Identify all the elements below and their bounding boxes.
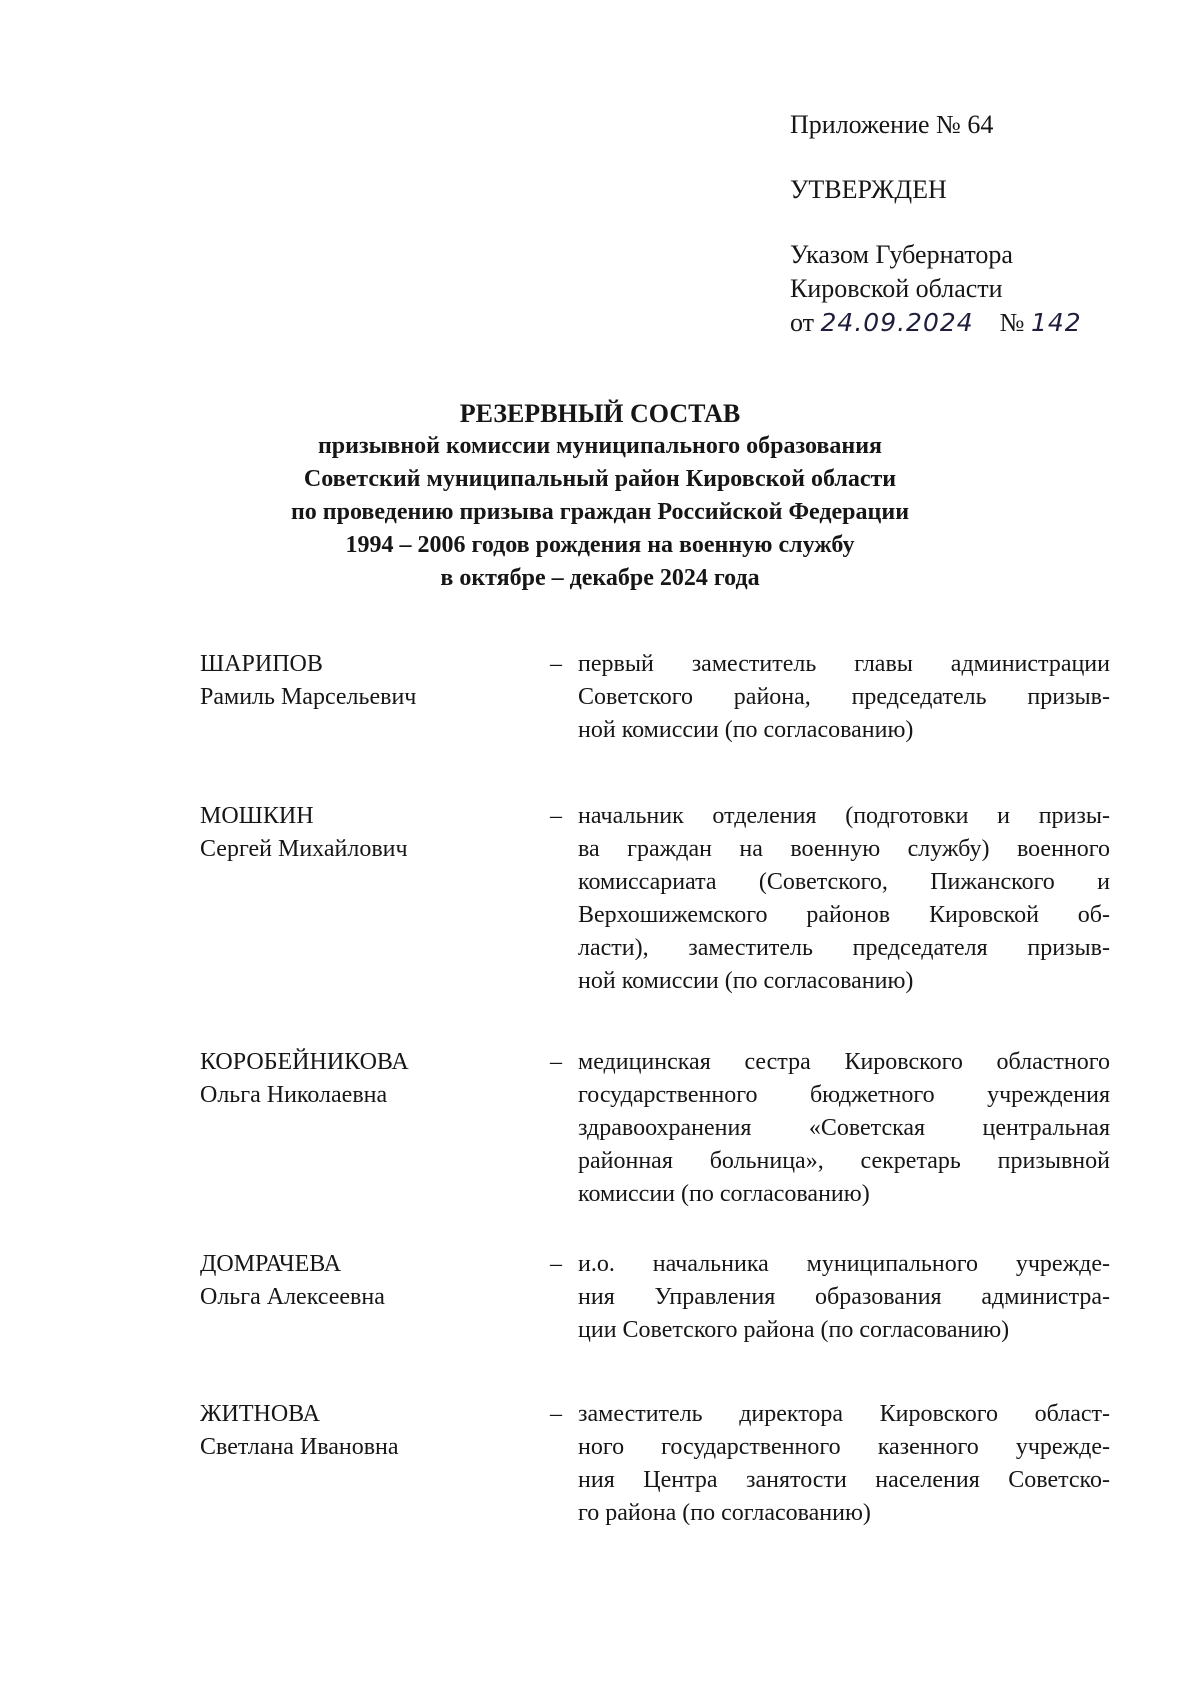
member-surname: КОРОБЕЙНИКОВА [200,1049,409,1075]
member-name [200,1248,540,1314]
role-line: государственного бюджетного учреждения [578,1082,1110,1108]
title-line-1: РЕЗЕРВНЫЙ СОСТАВ [459,399,741,428]
member-dash: – [550,1401,562,1427]
member-surname: ШАРИПОВ [200,651,323,677]
date-prefix: от [790,308,815,337]
member-given-name: Ольга Николаевна [200,1082,388,1108]
document-title [0,397,1200,595]
role-line: комиссии (по согласованию) [578,1181,870,1207]
role-line: заместитель директора Кировского област- [578,1401,1110,1427]
member-name [200,1046,540,1112]
title-line-6: в октябре – декабре 2024 года [440,565,760,591]
member-given-name: Светлана Ивановна [200,1434,399,1460]
member-name [200,1398,540,1464]
title-line-5: 1994 – 2006 годов рождения на военную службу [345,532,855,558]
member-role [578,1248,1110,1347]
member-name [200,800,540,866]
member-name [200,648,540,714]
title-line-4: по проведению призыва граждан Российской Федерации [290,499,910,525]
member-role [578,1046,1110,1211]
role-line: ласти), заместитель председателя призыв- [578,935,1110,961]
member-given-name: Сергей Михайлович [200,836,408,862]
member-surname: ДОМРАЧЕВА [200,1251,342,1277]
member-role [578,800,1110,998]
approval-block [790,108,1082,340]
role-line: ния Управления образования администра- [578,1284,1110,1310]
role-line: ного государственного казенного учрежде- [578,1434,1110,1460]
title-line-2: призывной комиссии муниципального образования [317,433,883,459]
number-prefix: № [999,308,1025,337]
role-line: ной комиссии (по согласованию) [578,968,914,994]
member-surname: МОШКИН [200,803,314,829]
handwritten-number: 142 [1030,308,1082,337]
role-line: и.о. начальника муниципального учрежде- [578,1251,1110,1277]
member-surname: ЖИТНОВА [200,1401,320,1427]
role-line: Советского района, председатель призыв- [578,684,1110,710]
role-line: го района (по согласованию) [578,1500,871,1526]
role-line: медицинская сестра Кировского областного [578,1049,1110,1075]
role-line: первый заместитель главы администрации [578,651,1110,677]
role-line: районная больница», секретарь призывной [578,1148,1110,1174]
decree-line-2: Кировской области [790,274,1003,303]
approved-stamp-text: УТВЕРЖДЕН [790,175,947,204]
member-role [578,1398,1110,1530]
decree-date-line [790,306,1082,340]
appendix-number: Приложение № 64 [790,110,994,139]
role-line: ва граждан на военную службу) военного [578,836,1110,862]
title-line-3: Советский муниципальный район Кировской области [303,466,897,492]
role-line: Верхошижемского районов Кировской об- [578,902,1110,928]
member-dash: – [550,651,562,677]
member-given-name: Ольга Алексеевна [200,1284,385,1310]
handwritten-date: 24.09.2024 [820,308,974,337]
member-dash: – [550,1251,562,1277]
member-dash: – [550,1049,562,1075]
role-line: ной комиссии (по согласованию) [578,717,914,743]
member-role [578,648,1110,747]
decree-line-1: Указом Губернатора [790,240,1013,269]
member-given-name: Рамиль Марсельевич [200,684,417,710]
role-line: комиссариата (Советского, Пижанского и [578,869,1110,895]
role-line: начальник отделения (подготовки и призы- [578,803,1110,829]
role-line: ния Центра занятости населения Советско- [578,1467,1110,1493]
role-line: ции Советского района (по согласованию) [578,1317,1010,1343]
role-line: здравоохранения «Советская центральная [578,1115,1110,1141]
member-dash: – [550,803,562,829]
